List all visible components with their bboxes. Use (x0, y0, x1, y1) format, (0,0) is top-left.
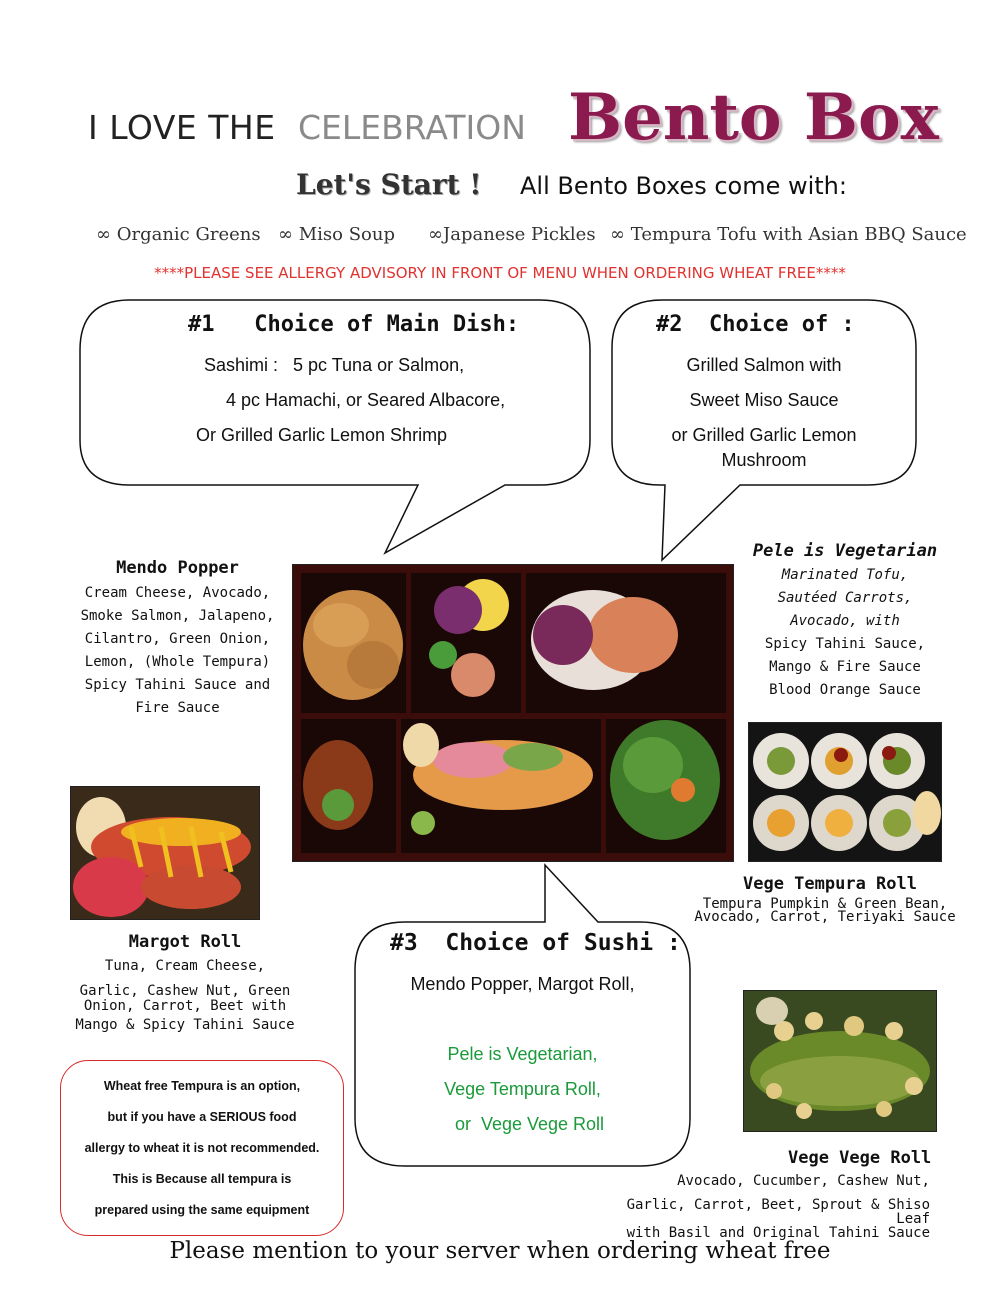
bento-box-photo (292, 564, 734, 862)
bento-photo-illustration (293, 565, 733, 861)
lets-start-heading: Let's Start ! (296, 168, 482, 201)
include-item: ∞ Tempura Tofu with Asian BBQ Sauce (610, 224, 967, 245)
choice-2-line: Grilled Salmon with (686, 355, 842, 375)
choice-3-line-veg: or Vege Vege Roll (454, 1114, 605, 1134)
margot-roll-description: Tuna, Cream Cheese, Garlic, Cashew Nut, Green Onion, Carrot, Beet with Mango & Spicy Tahini Sauce (75, 958, 295, 1033)
title-part-1: I LOVE THE (88, 108, 276, 147)
vege-tempura-roll-description: Tempura Pumpkin & Green Bean, Avocado, Carrot, Teriyaki Sauce (694, 896, 956, 925)
vege-vege-roll-photo (743, 990, 937, 1132)
title-bento-box: Bento Box (568, 80, 939, 155)
choice-3-heading: #3 Choice of Sushi : (390, 930, 681, 956)
choice-1-line: Sashimi : 5 pc Tuna or Salmon, (204, 355, 465, 375)
choice-1-line: 4 pc Hamachi, or Seared Albacore, (226, 390, 506, 410)
vege-tempura-roll-photo (748, 722, 942, 862)
margot-illustration (71, 787, 259, 919)
pele-description: Marinated Tofu, Sautéed Carrots, Avocado, with Spicy Tahini Sauce, Mango & Fire Sauce Blood Orange Sauce (764, 567, 926, 698)
vege-vege-roll-description: Avocado, Cucumber, Cashew Nut, Garlic, Carrot, Beet, Sprout & Shiso Leaf with Basil and Original Tahini Sauce (626, 1173, 930, 1241)
choice-1-line: Or Grilled Garlic Lemon Shrimp (196, 425, 448, 445)
choice-2-line: or Grilled Garlic Lemon (671, 425, 857, 445)
vege-tempura-illustration (749, 723, 941, 861)
wheat-free-advisory-text: Wheat free Tempura is an option, but if you have a SERIOUS food allergy to wheat it is not recommended. This is Because all tempura is prepared using the same equipment (84, 1079, 320, 1217)
title-part-2: CELEBRATION (298, 108, 526, 147)
include-item: ∞Japanese Pickles (428, 224, 596, 245)
include-item: ∞ Miso Soup (278, 224, 395, 245)
footer-note: Please mention to your server when ordering wheat free (169, 1238, 831, 1264)
choice-3-line: Mendo Popper, Margot Roll, (410, 974, 635, 994)
vege-vege-roll-name: Vege Vege Roll (788, 1148, 932, 1168)
vege-tempura-roll-name: Vege Tempura Roll (743, 874, 917, 894)
include-item: ∞ Organic Greens (96, 224, 261, 245)
pele-name: Pele is Vegetarian (752, 541, 938, 561)
choice-2-heading: #2 Choice of : (656, 312, 855, 337)
margot-roll-photo (70, 786, 260, 920)
margot-roll-name: Margot Roll (128, 932, 242, 952)
choice-3-line-veg: Vege Tempura Roll, (444, 1079, 601, 1099)
mendo-popper-description: Cream Cheese, Avocado, Smoke Salmon, Jalapeno, Cilantro, Green Onion, Lemon, (Whole Tempura) Spicy Tahini Sauce and Fire Sauce (80, 585, 275, 716)
all-come-with-heading: All Bento Boxes come with: (520, 172, 847, 200)
vege-vege-illustration (744, 991, 936, 1131)
choice-2-line: Mushroom (721, 450, 807, 470)
choice-2-line: Sweet Miso Sauce (689, 390, 839, 410)
wheat-free-advisory-box (60, 1060, 344, 1236)
choice-3-line-veg: Pele is Vegetarian, (447, 1044, 598, 1064)
mendo-popper-name: Mendo Popper (116, 558, 239, 578)
allergy-notice: ****PLEASE SEE ALLERGY ADVISORY IN FRONT OF MENU WHEN ORDERING WHEAT FREE**** (154, 264, 846, 282)
choice-1-heading: #1 Choice of Main Dish: (188, 312, 520, 337)
